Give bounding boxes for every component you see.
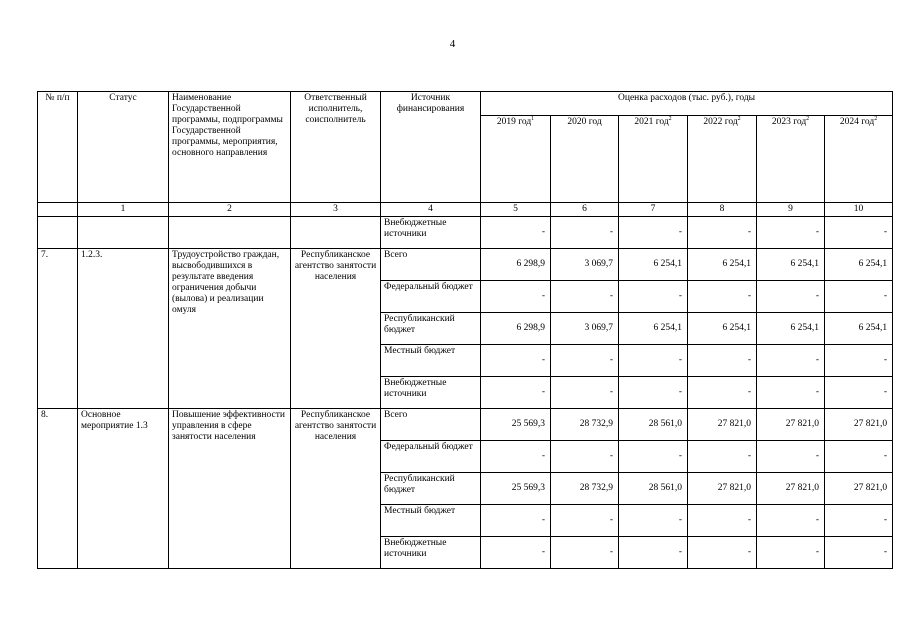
amount-cell: 27 821,0	[688, 409, 757, 441]
amount-cell: 27 821,0	[757, 409, 825, 441]
amount-cell: -	[757, 441, 825, 473]
funding-source: Всего	[381, 409, 481, 441]
amount-cell: -	[619, 281, 688, 313]
amount-cell: -	[481, 281, 551, 313]
table-row	[38, 409, 893, 441]
amount-cell: 6 254,1	[619, 249, 688, 281]
row-number: 8.	[38, 409, 78, 569]
header-status: Статус	[78, 92, 169, 203]
amount-cell: -	[551, 537, 619, 569]
amount-cell: -	[619, 505, 688, 537]
amount-cell: -	[825, 441, 893, 473]
table-row	[38, 249, 893, 281]
column-number: 3	[291, 203, 381, 217]
amount-cell: 27 821,0	[825, 473, 893, 505]
amount-cell: 25 569,3	[481, 409, 551, 441]
year-footnote-mark: 2	[737, 116, 741, 123]
header-num: № п/п	[38, 92, 78, 203]
amount-cell: 6 254,1	[688, 313, 757, 345]
empty-cell	[78, 217, 169, 249]
row-name: Трудоустройство граждан, высвободившихся в результате введения ограничения добычи (вылова) и реализации омуля	[169, 249, 291, 409]
amount-cell: -	[757, 537, 825, 569]
amount-cell: 6 254,1	[825, 313, 893, 345]
row-executor: Республиканское агентство занятости населения	[291, 249, 381, 409]
amount-cell: -	[688, 345, 757, 377]
amount-cell: 3 069,7	[551, 313, 619, 345]
funding-source: Республиканский бюджет	[381, 473, 481, 505]
amount-cell: -	[757, 217, 825, 249]
year-footnote-mark: 1	[531, 116, 535, 123]
amount-cell: -	[688, 505, 757, 537]
column-number: 6	[551, 203, 619, 217]
funding-source: Республиканский бюджет	[381, 313, 481, 345]
amount-cell: -	[688, 281, 757, 313]
row-status: 1.2.3.	[78, 249, 169, 409]
header-year-6	[825, 116, 893, 203]
amount-cell: -	[481, 217, 551, 249]
amount-cell: 6 254,1	[688, 249, 757, 281]
page-number: 4	[449, 38, 456, 50]
column-number: 4	[381, 203, 481, 217]
amount-cell: 6 298,9	[481, 313, 551, 345]
amount-cell: 6 298,9	[481, 249, 551, 281]
amount-cell: -	[619, 537, 688, 569]
amount-cell: 3 069,7	[551, 249, 619, 281]
amount-cell: 6 254,1	[757, 313, 825, 345]
header-year-3	[619, 116, 688, 203]
amount-cell: -	[551, 345, 619, 377]
amount-cell: -	[757, 377, 825, 409]
amount-cell: 27 821,0	[825, 409, 893, 441]
funding-source: Местный бюджет	[381, 345, 481, 377]
amount-cell: -	[757, 505, 825, 537]
header-year-2	[551, 116, 619, 203]
amount-cell: -	[619, 441, 688, 473]
amount-cell: -	[688, 537, 757, 569]
column-number: 9	[757, 203, 825, 217]
funding-source: Федеральный бюджет	[381, 441, 481, 473]
header-executor: Ответственный исполнитель, соисполнитель	[291, 92, 381, 203]
amount-cell: -	[688, 441, 757, 473]
column-number: 10	[825, 203, 893, 217]
amount-cell: -	[619, 345, 688, 377]
amount-cell: -	[551, 505, 619, 537]
amount-cell: 6 254,1	[825, 249, 893, 281]
amount-cell: 28 732,9	[551, 409, 619, 441]
year-label: 2020 год	[567, 117, 602, 128]
column-number: 1	[78, 203, 169, 217]
row-name: Повышение эффективности управления в сфере занятости населения	[169, 409, 291, 569]
amount-cell: -	[481, 505, 551, 537]
amount-cell: 28 732,9	[551, 473, 619, 505]
amount-cell: 25 569,3	[481, 473, 551, 505]
header-source: Источник финансирования	[381, 92, 481, 203]
header-year-4	[688, 116, 757, 203]
column-number-blank	[38, 203, 78, 217]
amount-cell: 28 561,0	[619, 473, 688, 505]
amount-cell: -	[551, 441, 619, 473]
table-row	[38, 217, 893, 249]
amount-cell: -	[825, 217, 893, 249]
empty-cell	[291, 217, 381, 249]
funding-source: Федеральный бюджет	[381, 281, 481, 313]
amount-cell: -	[551, 281, 619, 313]
amount-cell: 27 821,0	[757, 473, 825, 505]
header-year-5	[757, 116, 825, 203]
column-number: 8	[688, 203, 757, 217]
year-footnote-mark: 2	[874, 116, 878, 123]
amount-cell: -	[481, 537, 551, 569]
amount-cell: -	[551, 377, 619, 409]
funding-source: Внебюджетные источники	[381, 377, 481, 409]
amount-cell: -	[825, 537, 893, 569]
amount-cell: -	[481, 345, 551, 377]
header-name: Наименование Государственной программы, подпрограммы Государственной программы, мероприятия, основного направления	[169, 92, 291, 203]
amount-cell: -	[825, 377, 893, 409]
header-costs: Оценка расходов (тыс. руб.), годы	[481, 92, 893, 116]
funding-source: Всего	[381, 249, 481, 281]
header-year-1	[481, 116, 551, 203]
amount-cell: -	[619, 377, 688, 409]
amount-cell: 6 254,1	[619, 313, 688, 345]
row-executor: Республиканское агентство занятости населения	[291, 409, 381, 569]
amount-cell: -	[481, 441, 551, 473]
amount-cell: -	[825, 505, 893, 537]
year-label: 2023 год	[771, 117, 807, 128]
row-number: 7.	[38, 249, 78, 409]
funding-source: Местный бюджет	[381, 505, 481, 537]
empty-cell	[169, 217, 291, 249]
amount-cell: -	[481, 377, 551, 409]
amount-cell: 6 254,1	[757, 249, 825, 281]
year-label: 2021 год	[634, 117, 669, 128]
column-number: 5	[481, 203, 551, 217]
amount-cell: -	[688, 377, 757, 409]
year-footnote-mark: 2	[806, 116, 810, 123]
amount-cell: -	[551, 217, 619, 249]
year-label: 2024 год	[839, 117, 875, 128]
amount-cell: -	[619, 217, 688, 249]
amount-cell: -	[825, 345, 893, 377]
amount-cell: 27 821,0	[688, 473, 757, 505]
amount-cell: -	[825, 281, 893, 313]
amount-cell: -	[688, 217, 757, 249]
column-number: 2	[169, 203, 291, 217]
year-label: 2022 год	[703, 117, 738, 128]
amount-cell: 28 561,0	[619, 409, 688, 441]
row-status: Основное мероприятие 1.3	[78, 409, 169, 569]
empty-cell	[38, 217, 78, 249]
funding-source: Внебюджетные источники	[381, 537, 481, 569]
year-footnote-mark: 2	[668, 116, 672, 123]
amount-cell: -	[757, 281, 825, 313]
amount-cell: -	[757, 345, 825, 377]
funding-source: Внебюджетные источники	[381, 217, 481, 249]
year-label: 2019 год	[496, 117, 532, 128]
column-number: 7	[619, 203, 688, 217]
financing-table	[37, 91, 893, 569]
